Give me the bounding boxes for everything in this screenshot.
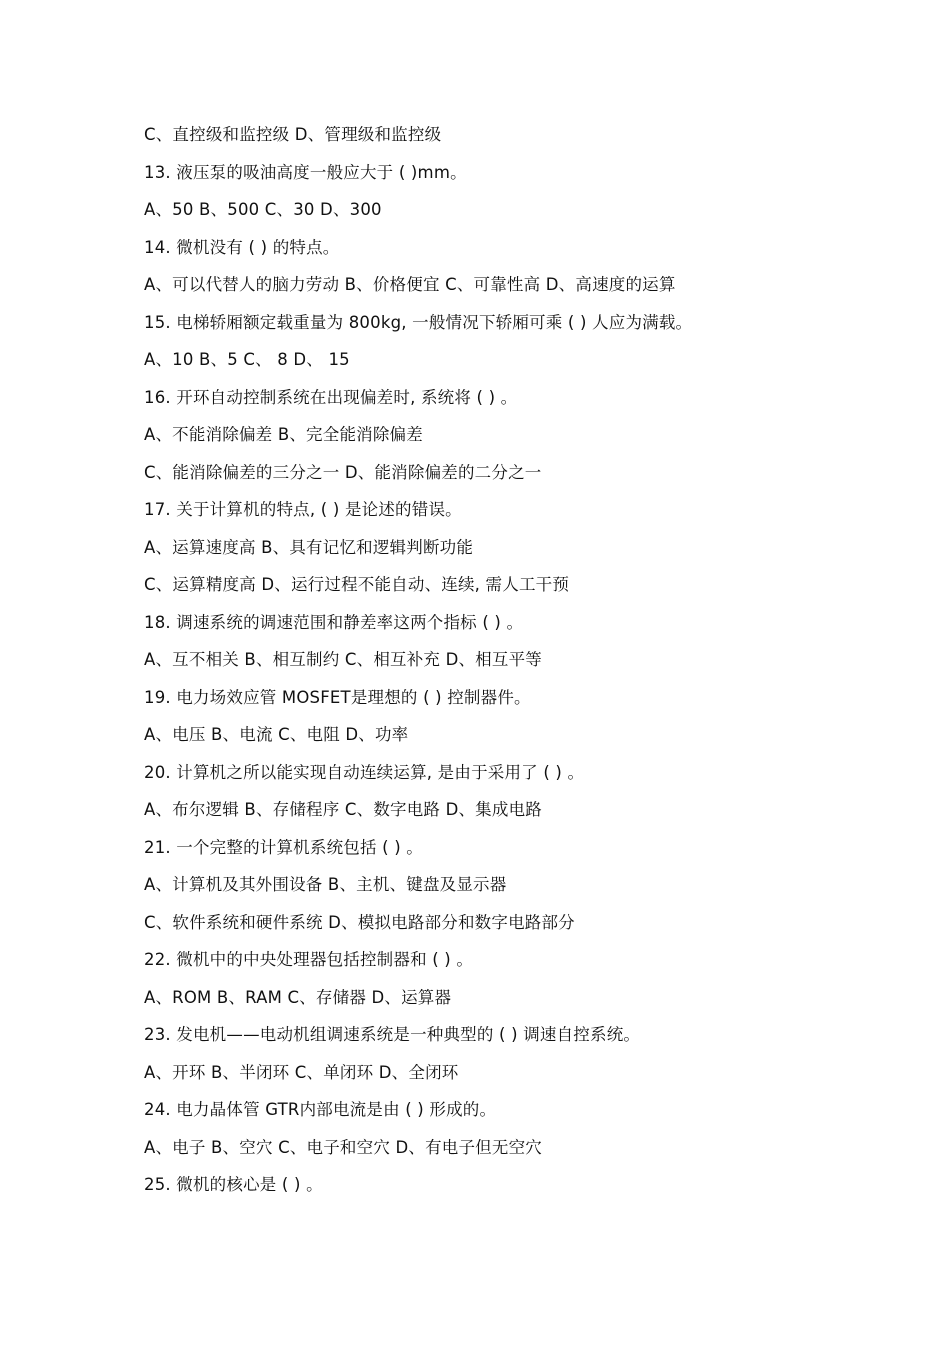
- question-22: 22. 微机中的中央处理器包括控制器和 ( ) 。: [144, 950, 474, 969]
- question-19-options: A、电压 B、电流 C、电阻 D、功率: [144, 725, 409, 744]
- question-24-options: A、电子 B、空穴 C、电子和空穴 D、有电子但无空穴: [144, 1137, 542, 1157]
- question-20-options: A、布尔逻辑 B、存储程序 C、数字电路 D、集成电路: [144, 800, 542, 819]
- question-16-options-1: A、不能消除偏差 B、完全能消除偏差: [144, 425, 423, 444]
- question-24: 24. 电力晶体管 GTR内部电流是由 ( ) 形成的。: [144, 1100, 497, 1119]
- question-14-options: A、可以代替人的脑力劳动 B、价格便宜 C、可靠性高 D、高速度的运算: [144, 275, 676, 294]
- question-15-options: A、10 B、5 C、 8 D、 15: [144, 350, 350, 369]
- question-16: 16. 开环自动控制系统在出现偏差时, 系统将 ( ) 。: [144, 387, 518, 407]
- question-22-options: A、ROM B、RAM C、存储器 D、运算器: [144, 987, 452, 1007]
- question-21-options-1: A、计算机及其外围设备 B、主机、键盘及显示器: [144, 875, 507, 894]
- question-21-options-2: C、软件系统和硬件系统 D、模拟电路部分和数字电路部分: [144, 912, 575, 932]
- question-23-options: A、开环 B、半闭环 C、单闭环 D、全闭环: [144, 1062, 459, 1082]
- question-18: 18. 调速系统的调速范围和静差率这两个指标 ( ) 。: [144, 612, 524, 632]
- question-13-options: A、50 B、500 C、30 D、300: [144, 200, 382, 219]
- question-17-options-2: C、运算精度高 D、运行过程不能自动、连续, 需人工干预: [144, 575, 570, 594]
- question-16-options-2: C、能消除偏差的三分之一 D、能消除偏差的二分之一: [144, 462, 542, 482]
- question-19: 19. 电力场效应管 MOSFET是理想的 ( ) 控制器件。: [144, 687, 531, 707]
- question-13: 13. 液压泵的吸油高度一般应大于 ( )mm。: [144, 162, 467, 182]
- question-15: 15. 电梯轿厢额定载重量为 800kg, 一般情况下轿厢可乘 ( ) 人应为满载。: [144, 312, 693, 332]
- question-20: 20. 计算机之所以能实现自动连续运算, 是由于采用了 ( ) 。: [144, 762, 585, 782]
- question-17-options-1: A、运算速度高 B、具有记忆和逻辑判断功能: [144, 537, 474, 557]
- question-21: 21. 一个完整的计算机系统包括 ( ) 。: [144, 837, 423, 857]
- question-18-options: A、互不相关 B、相互制约 C、相互补充 D、相互平等: [144, 650, 542, 669]
- question-14: 14. 微机没有 ( ) 的特点。: [144, 237, 340, 257]
- question-17: 17. 关于计算机的特点, ( ) 是论述的错误。: [144, 500, 462, 519]
- question-list: [144, 122, 844, 1210]
- text-line: C、直控级和监控级 D、管理级和监控级: [144, 125, 442, 144]
- question-25: 25. 微机的核心是 ( ) 。: [144, 1175, 323, 1194]
- question-23: 23. 发电机——电动机组调速系统是一种典型的 ( ) 调速自控系统。: [144, 1025, 641, 1044]
